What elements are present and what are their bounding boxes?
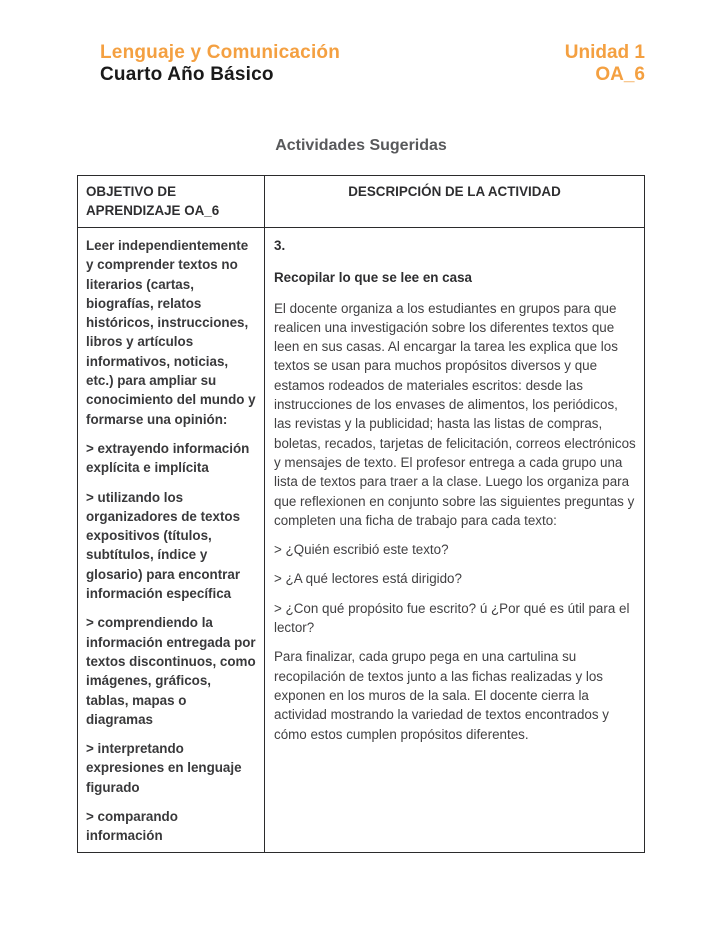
objective-cell xyxy=(78,228,265,852)
objective-bullet: > comprendiendo la información entregada por textos discontinuos, como imágenes, gráficos, tablas, mapas o diagramas xyxy=(86,615,256,727)
objective-bullet: > extrayendo información explícita e implícita xyxy=(86,440,250,476)
activity-paragraph-2: Para finalizar, cada grupo pega en una cartulina su recopilación de textos junto a las fichas realizadas y los exponen en los muros de la sala. El docente cierra la actividad mostrando la variedad de textos encontrados y cómo estos cumplen propósitos diferentes. xyxy=(274,649,609,742)
objective-bullet: > comparando información xyxy=(86,809,178,844)
header-left-block xyxy=(100,42,340,86)
page-title: Actividades Sugeridas xyxy=(275,137,447,154)
header-unit: Unidad 1 xyxy=(564,42,645,63)
objective-bullet: > interpretando expresiones en lenguaje figurado xyxy=(86,741,242,795)
activities-table xyxy=(77,175,645,853)
activity-question: > ¿Con qué propósito fue escrito? ú ¿Por qué es útil para el lector? xyxy=(274,600,630,636)
activity-paragraph-1: El docente organiza a los estudiantes en grupos para que realicen una investigación sobre los diferentes textos que leen en sus casas. Al encargar la tarea les explica que los textos se usan para muchos propósitos diversos y que estamos rodeados de materiales escritos: desde las instrucciones de los envases de alimentos, los periódicos, las revistas y la publicidad; hasta las listas de compras, boletas, recados, tarjetas de felicitación, correos electrónicos y mensajes de texto. El profesor entrega a cada grupo una lista de textos para traer a la clase. Luego los organiza para que reflexionen en conjunto sobre las siguientes preguntas y completen una ficha de trabajo para cada texto: xyxy=(274,300,636,528)
activity-question: > ¿A qué lectores está dirigido? xyxy=(274,571,462,587)
activity-question: > ¿Quién escribió este texto? xyxy=(274,542,449,558)
description-column-header: DESCRIPCIÓN DE LA ACTIVIDAD xyxy=(265,176,644,228)
objective-intro: Leer independientemente y comprender textos no literarios (cartas, biografías, relatos históricos, instrucciones, libros y artículos informativos, noticias, etc.) para ampliar su conocimiento del mundo y formarse una opinión: xyxy=(86,238,256,427)
header-subject: Lenguaje y Comunicación xyxy=(100,42,341,63)
header-grade: Cuarto Año Básico xyxy=(100,64,274,85)
activity-number: 3. xyxy=(274,238,286,253)
header-oa: OA_6 xyxy=(595,64,645,85)
objective-bullet: > utilizando los organizadores de textos expositivos (títulos, subtítulos, índice y glosario) para encontrar información específica xyxy=(86,489,241,602)
objective-column-header: OBJETIVO DE APRENDIZAJE OA_6 xyxy=(78,176,265,228)
activity-title: Recopilar lo que se lee en casa xyxy=(274,270,472,286)
header-right-block xyxy=(565,42,645,86)
activity-cell xyxy=(265,228,644,852)
